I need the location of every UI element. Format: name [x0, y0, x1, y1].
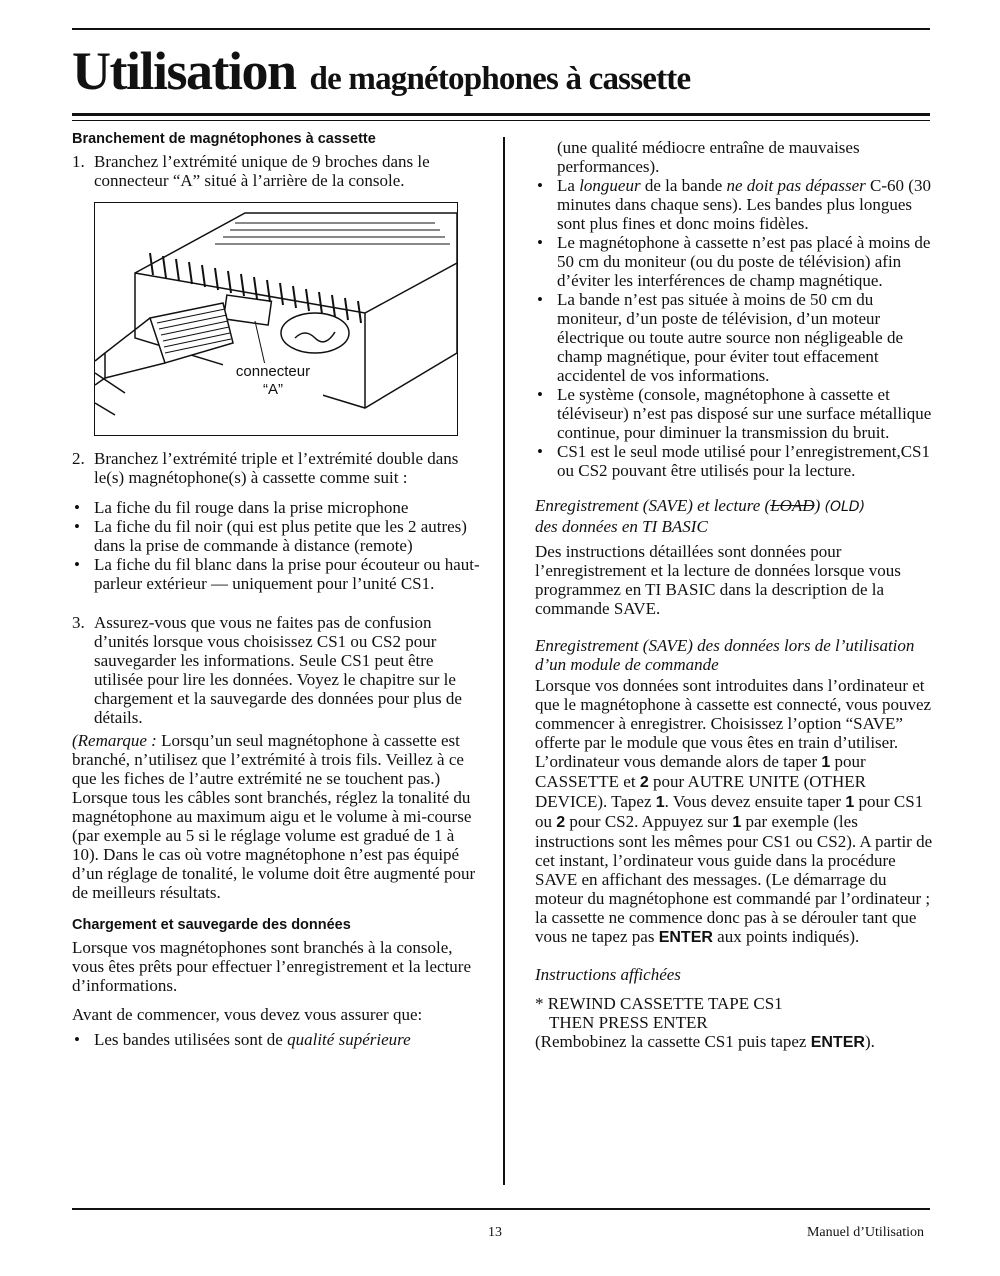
remark-text: Lorsqu’un seul magnétophone à cassette est branché, n’utilisez que l’extrémité à trois fils. Veillez à ce que les fiches de l’autre extrémité ne se touchent pas.): [72, 731, 464, 788]
subheading-module: Enregistrement (SAVE) des données lors de l’utilisation d’un module de commande: [535, 636, 915, 674]
list-item: • CS1 est le seul mode utilisé pour l’enregistrement,CS1 ou CS2 pouvant être utilisés pour la lecture.: [535, 442, 935, 480]
text: Les bandes utilisées sont de: [94, 1030, 288, 1049]
step-text: Branchez l’extrémité triple et l’extrémité double dans le(s) magnétophone(s) à cassette comme suit :: [94, 449, 459, 487]
diagram-label: [223, 363, 323, 399]
struck-text: LOAD: [770, 496, 815, 515]
subheading-ti-basic: [535, 496, 935, 536]
list-item: • La fiche du fil noir (qui est plus petite que les 2 autres) dans la prise de commande à distance (remote): [72, 517, 480, 555]
text: (Rembobinez la cassette CS1 puis tapez: [535, 1032, 811, 1051]
key-label: 1: [655, 794, 665, 811]
left-column: [72, 130, 480, 1049]
key-label: ENTER: [810, 1034, 865, 1051]
step-3: [72, 613, 480, 727]
checklist-continued: [535, 176, 935, 480]
instruction-line-2: THEN PRESS ENTER: [549, 1013, 708, 1032]
title-rule-thick: [72, 113, 930, 116]
paragraph: Des instructions détaillées sont données pour l’enregistrement et la lecture de données lorsque vous programmez en TI BASIC dans la description de la commande SAVE.: [535, 542, 901, 618]
handwritten-annotation: (OLD): [824, 499, 866, 515]
instruction-line-1: * REWIND CASSETTE TAPE CS1: [535, 994, 783, 1013]
column-divider: [503, 137, 505, 1185]
step-number: 3.: [72, 613, 85, 632]
instruction-line-3: [535, 1032, 935, 1052]
plug-list: [72, 498, 480, 593]
step-1: [72, 152, 480, 190]
section-heading-branchement: Branchement de magnétophones à cassette: [72, 131, 376, 147]
text: par exemple (les instructions sont les mêmes pour CS1 ou CS2). A partir de cet instant, l’ordinateur vous guide dans la procédure SAVE en affichant des messages. (Le démarrage du moteur du magnétophone est commandé par l’ordinateur ; la cassette ne commence donc pas à se dérouler tant que vous ne tapez pas: [535, 812, 933, 946]
list-item: • La bande n’est pas située à moins de 50 cm du moniteur, d’un poste de télévision, d’un moteur électrique ou toute autre source non négligeable de champ magnétique, pour éviter tout effacement accidentel de vos informations.: [535, 290, 935, 385]
diagram-label-line1: connecteur: [235, 363, 311, 380]
key-label: 2: [556, 814, 566, 831]
title-main: Utilisation: [72, 41, 296, 101]
list-item: • Le système (console, magnétophone à cassette et téléviseur) n’est pas disposé sur une surface métallique continue, pour diminuer la transmission du bruit.: [535, 385, 935, 442]
right-column: [535, 138, 935, 1052]
text: C-60 (30 minutes dans chaque sens). Les bandes plus longues sont plus fines et donc moins fidèles.: [557, 176, 931, 233]
text: pour AUTRE UNITE (OTHER DEVICE). Tapez: [535, 772, 866, 811]
section-heading-chargement: Chargement et sauvegarde des données: [72, 917, 351, 933]
text: pour CS1 ou: [535, 792, 924, 831]
text: pour CASSETTE et: [535, 752, 866, 791]
title-rule-thin: [72, 120, 930, 121]
step-2: [72, 449, 480, 487]
step-text: Assurez-vous que vous ne faites pas de confusion d’unités lorsque vous choisissez CS1 ou CS2 pour sauvegarder les informations. Seule CS1 peut être utilisée pour lire les données. Voyez le chapitre sur le chargement et la sauvegarde des données pour plus de détails.: [94, 613, 462, 727]
title-sub: de magnétophones à cassette: [309, 61, 691, 97]
page-title: [72, 40, 932, 110]
continued-text: (une qualité médiocre entraîne de mauvaises performances).: [557, 138, 860, 176]
subheading-instructions: Instructions affichées: [535, 965, 681, 984]
page-number: 13: [488, 1225, 502, 1240]
italic-text: longueur: [579, 176, 641, 195]
italic-text: ne doit pas dépasser: [726, 176, 866, 195]
key-label: 1: [732, 814, 742, 831]
key-label: 1: [845, 794, 855, 811]
list-item: • La fiche du fil blanc dans la prise pour écouteur ou haut-parleur extérieur — uniquement pour l’unité CS1.: [72, 555, 480, 593]
text: . Vous devez ensuite taper: [664, 792, 846, 811]
console-connector-illustration: [95, 203, 457, 435]
top-rule: [72, 28, 930, 30]
paragraph: Lorsque vos magnétophones sont branchés à la console, vous êtes prêts pour effectuer l’enregistrement et la lecture d’informations.: [72, 938, 472, 995]
text: pour CS2. Appuyez sur: [565, 812, 733, 831]
text: de la bande: [640, 176, 727, 195]
step-text: Branchez l’extrémité unique de 9 broches dans le connecteur “A” situé à l’arrière de la console.: [94, 152, 430, 190]
paragraph: [535, 676, 935, 947]
checklist: [72, 1030, 480, 1049]
remark-label: (Remarque :: [72, 731, 157, 750]
manual-title: Manuel d’Utilisation: [806, 1225, 924, 1240]
remark-paragraph: [72, 731, 480, 788]
footer-rule: [72, 1208, 930, 1210]
paragraph: Avant de commencer, vous devez vous assurer que:: [72, 1005, 423, 1024]
list-item: • Le magnétophone à cassette n’est pas placé à moins de 50 cm du moniteur (ou du poste de télévision) afin d’éviter les interférences de champ magnétique.: [535, 233, 935, 290]
text: ): [814, 496, 821, 515]
key-label: ENTER: [658, 929, 713, 946]
text: ).: [864, 1032, 875, 1051]
text: aux points indiqués).: [712, 927, 860, 946]
key-label: 2: [639, 774, 649, 791]
list-item: [535, 176, 935, 233]
italic-text: qualité supérieure: [287, 1030, 411, 1049]
list-item: • La fiche du fil rouge dans la prise microphone: [72, 498, 480, 517]
text: La: [557, 176, 580, 195]
text: des données en TI BASIC: [535, 517, 708, 536]
key-label: 1: [821, 754, 831, 771]
step-number: 1.: [72, 152, 85, 171]
text: Enregistrement (SAVE) et lecture (: [535, 496, 771, 515]
paragraph: Lorsque tous les câbles sont branchés, réglez la tonalité du magnétophone au maximum aigu et le volume à mi-course (par exemple au 5 si le réglage volume est gradué de 1 à 10). Dans le cas où votre magnétophone n’est pas équipé d’un réglage de tonalité, le volume doit être augmenté pour de meilleurs résultats.: [72, 788, 476, 902]
step-number: 2.: [72, 449, 85, 468]
text: Lorsque vos données sont introduites dans l’ordinateur et que le magnétophone à cassette est connecté, vous pouvez commencer à enregistrer. Choisissez l’option “SAVE” offerte par le module que vous êtes en train d’utiliser. L’ordinateur vous demande alors de taper: [535, 676, 932, 771]
diagram-label-line2: “A”: [263, 381, 283, 398]
connector-diagram: [94, 202, 458, 436]
list-item: [72, 1030, 480, 1049]
